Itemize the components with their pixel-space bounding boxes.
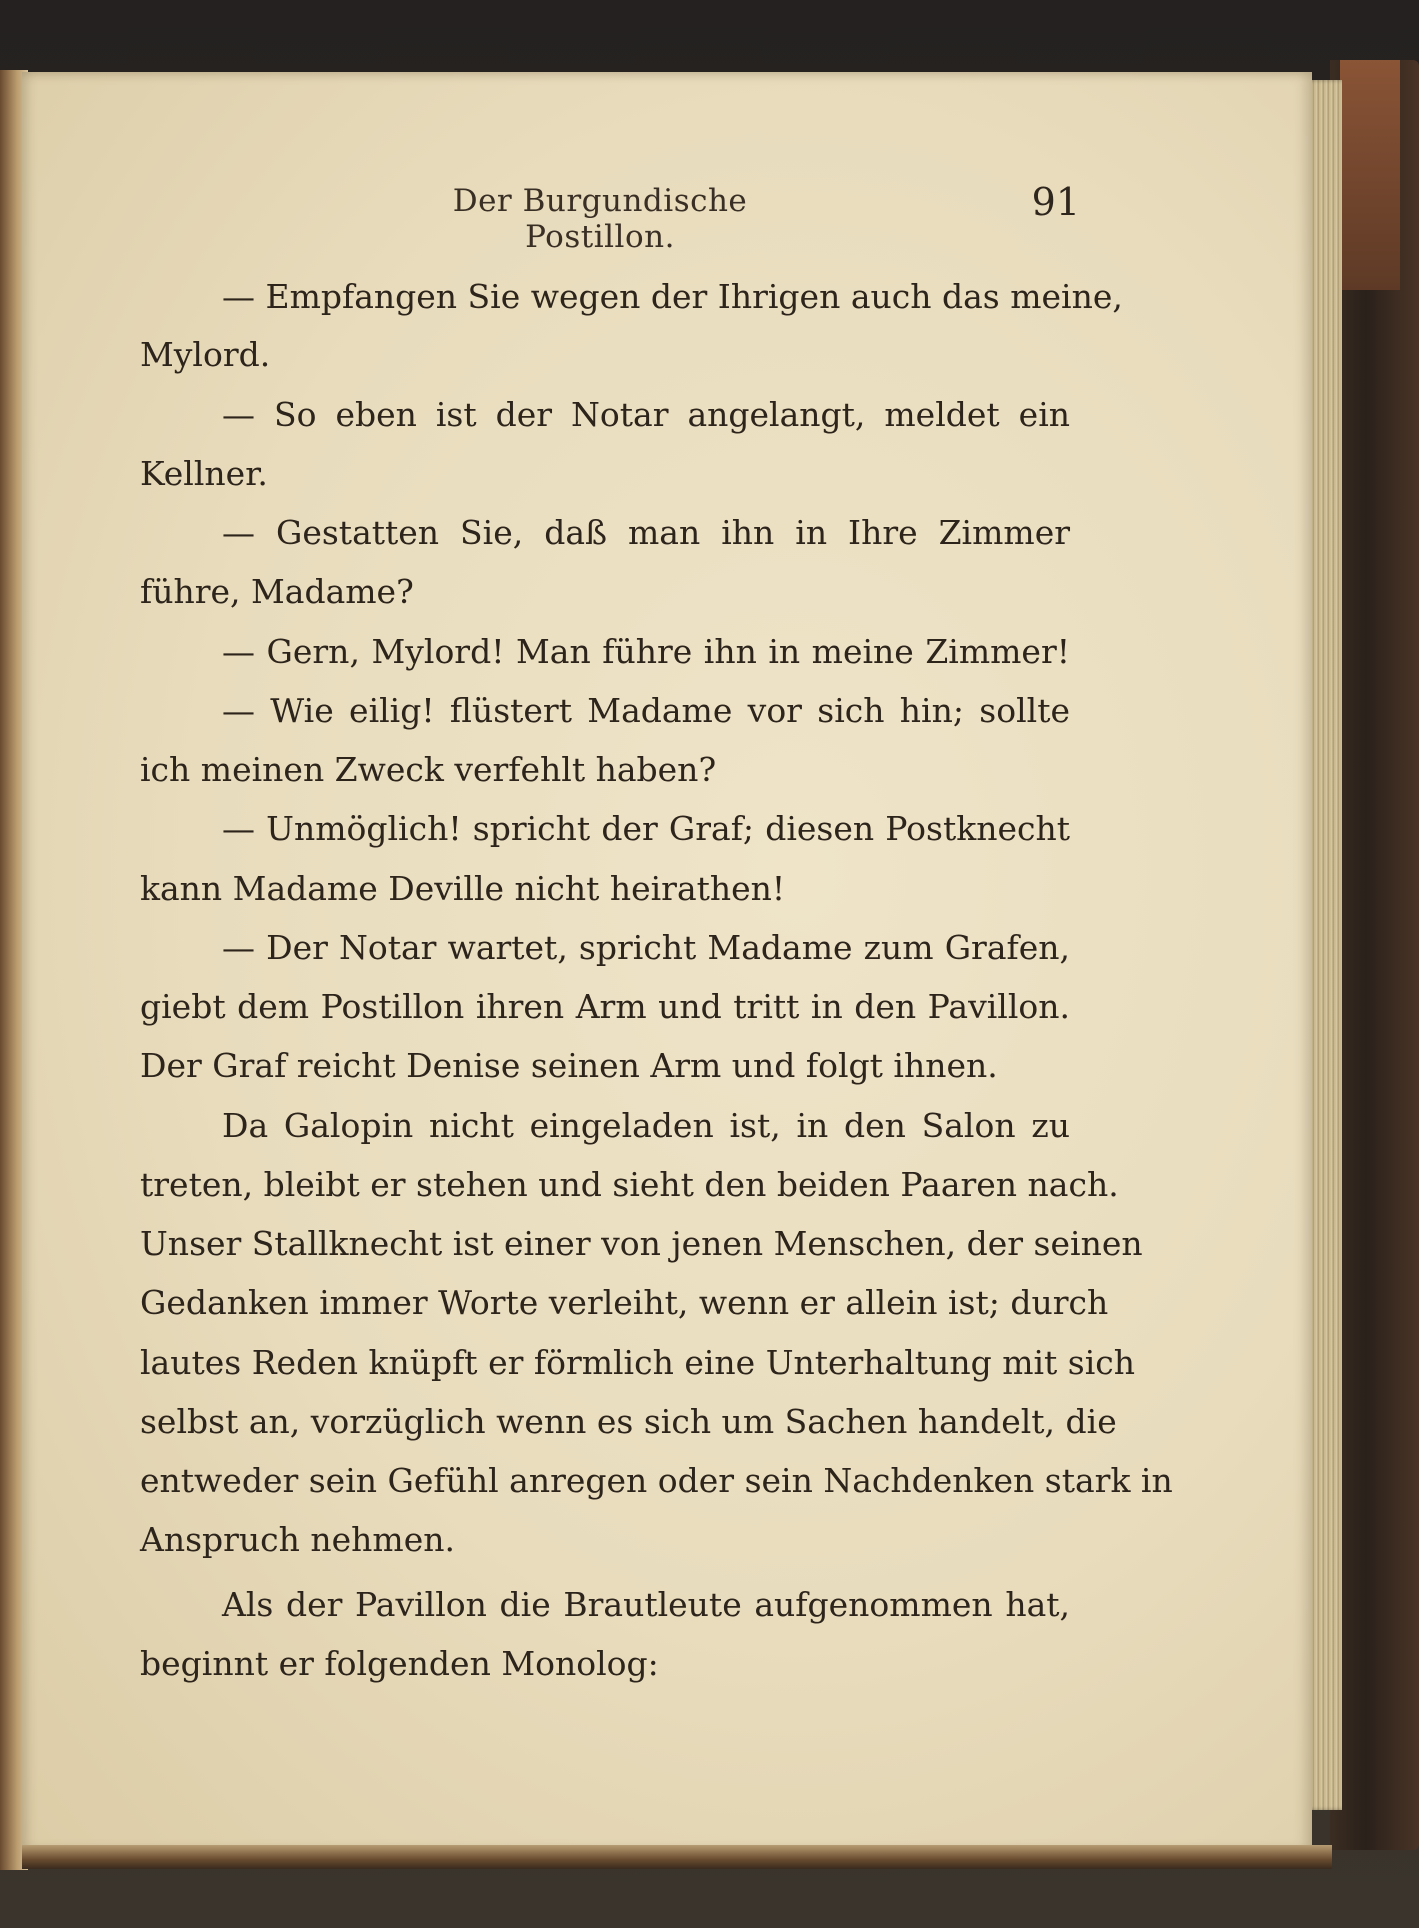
text-line: — Der Notar wartet, spricht Madame zum Grafen, [222, 928, 1070, 967]
text-line: — So eben ist der Notar angelangt, meldet ein [222, 395, 1070, 434]
text-line: Da Galopin nicht eingeladen ist, in den Salon zu [222, 1106, 1070, 1145]
text-line: beginnt er folgenden Monolog: [140, 1644, 659, 1683]
text-line: giebt dem Postillon ihren Arm und tritt in den Pavillon. [140, 987, 1070, 1026]
text-line: Gedanken immer Worte verleiht, wenn er allein ist; durch [140, 1283, 1109, 1322]
text-line: Kellner. [140, 454, 268, 493]
text-line: entweder sein Gefühl anregen oder sein Nachdenken stark in [140, 1461, 1173, 1500]
text-line: Mylord. [140, 335, 271, 374]
text-line: — Wie eilig! flüstert Madame vor sich hin; sollte [222, 691, 1070, 730]
text-line: — Unmöglich! spricht der Graf; diesen Postknecht [222, 809, 1070, 848]
book-cover [1330, 60, 1419, 1850]
text-line: — Gern, Mylord! Man führe ihn in meine Zimmer! [222, 632, 1070, 671]
text-line: Anspruch nehmen. [140, 1520, 455, 1559]
text-line: Unser Stallknecht ist einer von jenen Menschen, der seinen [140, 1224, 1143, 1263]
text-line: Als der Pavillon die Brautleute aufgenommen hat, [222, 1585, 1070, 1624]
text-line: — Empfangen Sie wegen der Ihrigen auch das meine, [222, 277, 1123, 316]
text-line: ich meinen Zweck verfehlt haben? [140, 750, 717, 789]
page-number: 91 [1031, 180, 1080, 224]
text-line: treten, bleibt er stehen und sieht den beiden Paaren nach. [140, 1165, 1119, 1204]
text-line: selbst an, vorzüglich wenn es sich um Sachen handelt, die [140, 1402, 1117, 1441]
text-line: Der Graf reicht Denise seinen Arm und folgt ihnen. [140, 1046, 998, 1085]
text-line: kann Madame Deville nicht heirathen! [140, 869, 786, 908]
text-line: — Gestatten Sie, daß man ihn in Ihre Zimmer [222, 513, 1070, 552]
text-line: führe, Madame? [140, 572, 414, 611]
text-line: lautes Reden knüpft er förmlich eine Unterhaltung mit sich [140, 1343, 1136, 1382]
book-bottom-edge [22, 1845, 1332, 1869]
running-title: Der Burgundische Postillon. [452, 183, 748, 255]
cover-leather-corner [1340, 60, 1400, 290]
